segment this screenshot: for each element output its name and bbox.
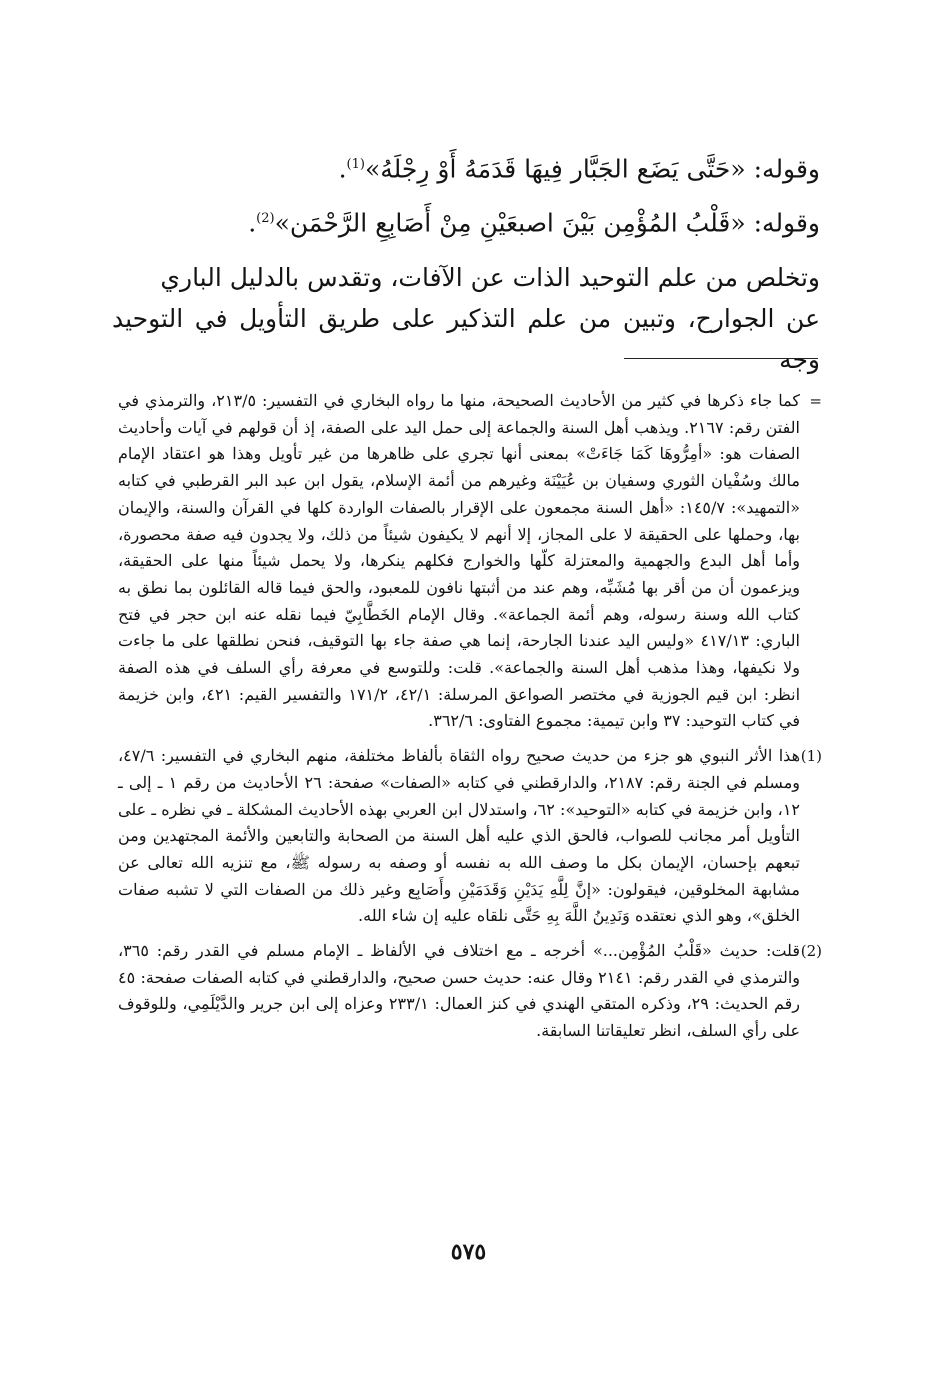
footnote-2 — [118, 938, 822, 1045]
footnote-2-text: قلت: حديث «قَلْبُ المُؤْمِن...» أخرجه ـ مع اختلاف في الألفاظ ـ الإمام مسلم في القدر رقم: ٣٦٥، والترمذي في القدر رقم: ٢١٤١ وقال عنه: حديث حسن صحيح، والدارقطني في كتابه الصفات صفحة: ٤٥ رقم الحديث: ٢٩، وذكره المتقي الهندي في كنز العمال: ٢٣٣/١ وعزاه إلى ابن جرير والدَّيْلَمِي، وللوقوف على رأي السلف، انظر تعليقاتنا السابقة. — [118, 941, 801, 1041]
footnote-1 — [118, 743, 822, 930]
footnote-continuation — [118, 388, 822, 735]
footnote-2-marker: (2) — [800, 942, 822, 961]
footnotes — [118, 388, 822, 1053]
body-line-2: عن الجوارح، وتبين من علم التذكير على طريق التأويل في التوحيد وجه — [112, 303, 820, 374]
quote-text-1: وقوله: «حَتَّى يَضَع الجَبَّار فِيهَا قَدَمَهُ أَوْ رِجْلَهُ» — [364, 154, 820, 184]
footnote-ref-2[interactable]: (2) — [256, 211, 275, 227]
footnote-1-text: هذا الأثر النبوي هو جزء من حديث صحيح رواه الثقاة بألفاظ مختلفة، منهم البخاري في التفسير: ٤٧/٦، ومسلم في الجنة رقم: ٢١٨٧، والدارقطني في كتابه «الصفات» صفحة: ٢٦ الأحاديث من رقم ١ ـ إلى ـ ١٢، وابن خزيمة في كتابه «التوحيد»: ٦٢، واستدلال ابن العربي بهذه الأحاديث المشكلة ـ في نظره ـ على التأويل أمر مجانب للصواب، فالحق الذي عليه أهل السنة من الصحابة والتابعين والأئمة المجتهدين ومن تبعهم بإحسان، الإيمان بكل ما وصف الله به نفسه أو وصفه به رسوله ﷺ، مع تنزيه الله تعالى عن مشابهة المخلوقين، فيقولون: «إنَّ لِلَّهِ يَدَيْنِ وَقَدَمَيْنِ وأَصَابِع وغير ذلك من الصفات التي لا تشبه صفات الخلق»، وهو الذي نعتقده وَنَدِينُ اللَّهَ بِهِ حَتَّى نلقاه عليه إن شاء الله. — [118, 746, 800, 926]
page-number: ٥٧٥ — [450, 1239, 487, 1265]
continuation-text: كما جاء ذكرها في كثير من الأحاديث الصحيحة، منها ما رواه البخاري في التفسير: ٢١٣/٥، والترمذي في الفتن رقم: ٢١٦٧. ويذهب أهل السنة والجماعة إلى حمل اليد على الصفة، إذ أن قولهم في آيات وأحاديث الصفات هو: «أمِرُّوهَا كَمَا جَاءَتْ» بمعنى أنها تجري على ظاهرها من غير تأويل وهذا هو اعتقاد الإمام مالك وسُفْيان الثوري وسفيان بن عُيَيْنَة وغيرهم من أئمة الإسلام، يقول ابن عبد البر القرطبي في كتابه «التمهيد»: ١٤٥/٧: «أهل السنة مجمعون على الإقرار بالصفات الواردة كلها في القرآن والسنة، والإيمان بها، وحملها على الحقيقة لا على المجاز، إلا أنهم لا يكيفون شيئاً من ذلك، ولا يجدون فيه صفة محصورة، وأما أهل البدع والجهمية والمعتزلة كلّها والخوارج فكلهم ينكرها، ولا يحمل شيئاً منها على الحقيقة، ويزعمون أن من أقر بها مُشَبِّه، وهم عند من أثبتها نافون للمعبود، والحق فيما قاله القائلون بما نطق به كتاب الله وسنة رسوله، وهم أئمة الجماعة». وقال الإمام الخَطَّابِيّ فيما نقله عنه ابن حجر في فتح الباري: ٤١٧/١٣ «وليس اليد عندنا الجارحة، إنما هي صفة جاء بها التوقيف، فنحن نطلقها على ما جاءت ولا نكيفها، وهذا مذهب أهل السنة والجماعة». قلت: وللتوسع في معرفة رأي السلف في هذه الصفة انظر: ابن قيم الجوزية في مختصر الصواعق المرسلة: ٤٢/١، ١٧١/٢ والتفسير القيم: ٤٢١، وابن خزيمة في كتاب التوحيد: ٣٧ وابن تيمية: مجموع الفتاوى: ٣٦٢/٦. — [118, 391, 801, 731]
quote-end-1: . — [338, 154, 347, 184]
footnote-separator — [624, 358, 818, 359]
main-text — [112, 140, 820, 380]
body-paragraph — [112, 257, 820, 380]
continuation-marker: = — [809, 392, 822, 410]
footnote-ref-1[interactable]: (1) — [346, 157, 365, 172]
quote-line-1 — [112, 140, 820, 194]
quote-line-2 — [112, 194, 820, 248]
body-line-1: وتخلص من علم التوحيد الذات عن الآفات، وتقدس بالدليل الباري — [160, 262, 820, 292]
footnote-1-marker: (1) — [800, 747, 822, 766]
quote-text-2: وقوله: «قَلْبُ المُؤْمِن بَيْنَ اصبعَيْنِ مِنْ أَصَابِعِ الرَّحْمَن» — [274, 208, 820, 238]
quote-end-2: . — [248, 208, 257, 238]
